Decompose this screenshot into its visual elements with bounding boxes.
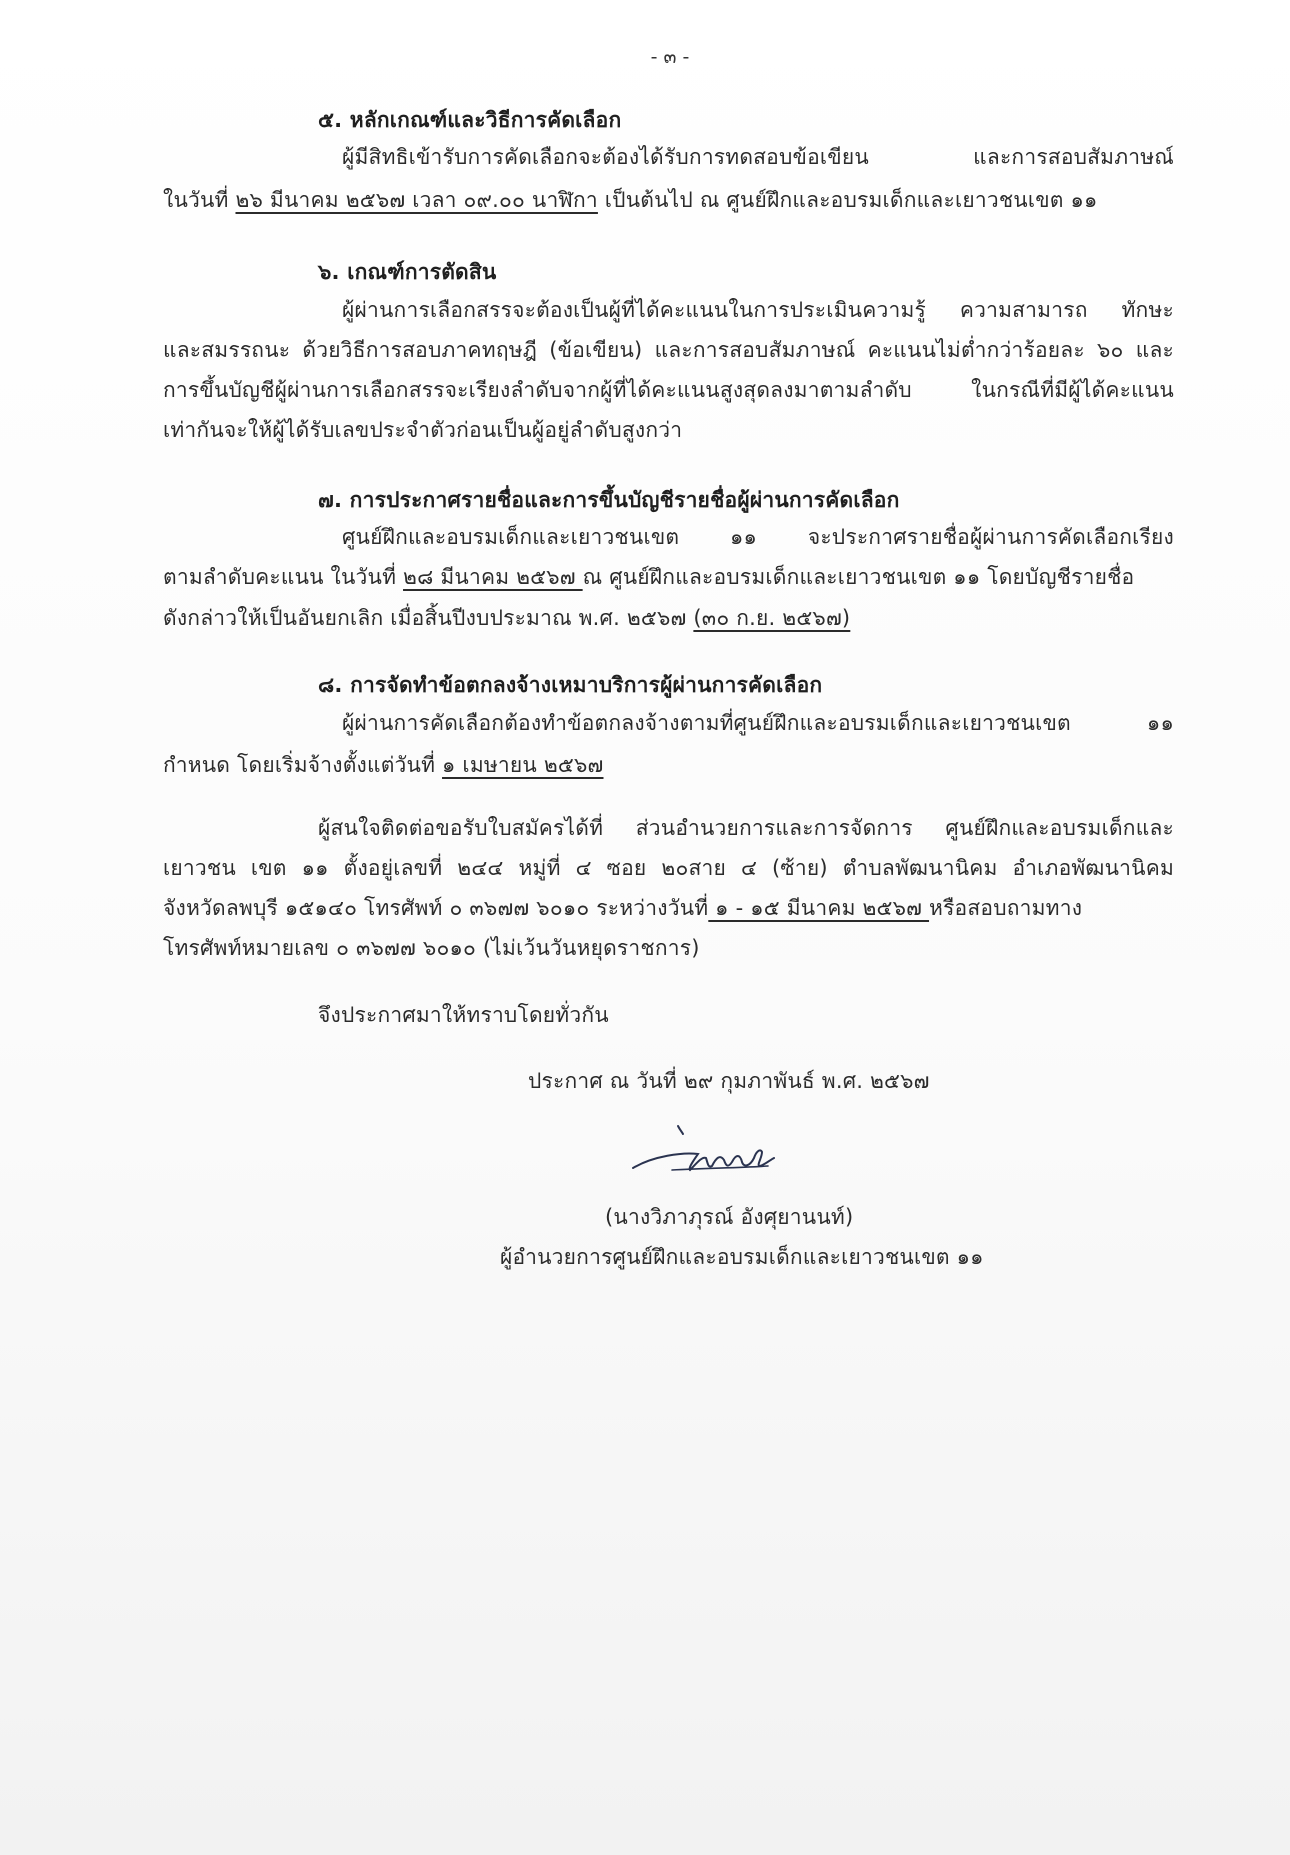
section-7-line-2: ตามลำดับคะแนน ในวันที่ ๒๘ มีนาคม ๒๕๖๗ ณ ศูนย์ฝึกและอบรมเด็กและเยาวชนเขต ๑๑ โดยบัญชีรายชื่อ [163,565,1135,589]
section-5-heading: ๕. หลักเกณฑ์และวิธีการคัดเลือก [318,108,622,132]
section-8-heading: ๘. การจัดทำข้อตกลงจ้างเหมาบริการผู้ผ่านการคัดเลือก [318,673,823,697]
section-7-line-1: ศูนย์ฝึกและอบรมเด็กและเยาวชนเขต ๑๑ จะประกาศรายชื่อผู้ผ่านการคัดเลือกเรียง [342,525,1174,549]
application-period: ๑ - ๑๕ มีนาคม ๒๕๖๗ [708,896,930,920]
section-7-heading: ๗. การประกาศรายชื่อและการขึ้นบัญชีรายชื่อผู้ผ่านการคัดเลือก [318,488,900,512]
announcement-date: ๒๘ มีนาคม ๒๕๖๗ [403,565,583,589]
exam-date: ๒๖ มีนาคม ๒๕๖๗ เวลา ๐๙.๐๐ นาฬิกา [235,188,598,212]
section-5-line-1: ผู้มีสิทธิเข้ารับการคัดเลือกจะต้องได้รับการทดสอบข้อเขียน และการสอบสัมภาษณ์ [342,145,1174,169]
section-7-line-3: ดังกล่าวให้เป็นอันยกเลิก เมื่อสิ้นปีงบประมาณ พ.ศ. ๒๕๖๗ (๓๐ ก.ย. ๒๕๖๗) [163,606,851,630]
section-6-line-4: เท่ากันจะให้ผู้ได้รับเลขประจำตัวก่อนเป็นผู้อยู่ลำดับสูงกว่า [163,418,683,442]
list-expiry-date: (๓๐ ก.ย. ๒๕๖๗) [693,606,851,630]
section-8-line-1: ผู้ผ่านการคัดเลือกต้องทำข้อตกลงจ้างตามที่ศูนย์ฝึกและอบรมเด็กและเยาวชนเขต ๑๑ [342,711,1174,735]
section-5-line-2: ในวันที่ ๒๖ มีนาคม ๒๕๖๗ เวลา ๐๙.๐๐ นาฬิกา เป็นต้นไป ณ ศูนย์ฝึกและอบรมเด็กและเยาวชนเขต ๑๑ [163,188,1098,212]
employment-start-date: ๑ เมษายน ๒๕๖๗ [442,753,604,777]
contact-line-4: โทรศัพท์หมายเลข ๐ ๓๖๗๗ ๖๐๑๐ (ไม่เว้นวันหยุดราชการ) [163,936,700,960]
section-8-line-2: กำหนด โดยเริ่มจ้างตั้งแต่วันที่ ๑ เมษายน ๒๕๖๗ [163,753,604,777]
handwritten-signature [628,1118,808,1178]
contact-line-1: ผู้สนใจติดต่อขอรับใบสมัครได้ที่ ส่วนอำนวยการและการจัดการ ศูนย์ฝึกและอบรมเด็กและ [318,816,1174,840]
signer-title: ผู้อำนวยการศูนย์ฝึกและอบรมเด็กและเยาวชนเขต ๑๑ [500,1245,984,1269]
closing-text: จึงประกาศมาให้ทราบโดยทั่วกัน [318,1003,609,1027]
section-6-heading: ๖. เกณฑ์การตัดสิน [318,260,497,284]
section-6-line-3: การขึ้นบัญชีผู้ผ่านการเลือกสรรจะเรียงลำดับจากผู้ที่ได้คะแนนสูงสุดลงมาตามลำดับ ในกรณีที่มีผู้ได้คะแนน [163,378,1174,402]
contact-line-3: จังหวัดลพบุรี ๑๕๑๔๐ โทรศัพท์ ๐ ๓๖๗๗ ๖๐๑๐ ระหว่างวันที่ ๑ - ๑๕ มีนาคม ๒๕๖๗ หรือสอบถามทาง [163,896,1083,920]
section-6-line-1: ผู้ผ่านการเลือกสรรจะต้องเป็นผู้ที่ได้คะแนนในการประเมินความรู้ ความสามารถ ทักษะ [342,298,1174,322]
signer-name: (นางวิภาภุรณ์ อังศุยานนท์) [605,1205,854,1229]
page-number: - ๓ - [650,46,690,68]
section-6-line-2: และสมรรถนะ ด้วยวิธีการสอบภาคทฤษฎี (ข้อเขียน) และการสอบสัมภาษณ์ คะแนนไม่ต่ำกว่าร้อยละ ๖๐ และ [163,338,1174,362]
contact-line-2: เยาวชน เขต ๑๑ ตั้งอยู่เลขที่ ๒๔๔ หมู่ที่ ๔ ซอย ๒๐สาย ๔ (ซ้าย) ตำบลพัฒนานิคม อำเภอพัฒนานิคม [163,856,1174,880]
announcement-date-line: ประกาศ ณ วันที่ ๒๙ กุมภาพันธ์ พ.ศ. ๒๕๖๗ [528,1069,930,1093]
